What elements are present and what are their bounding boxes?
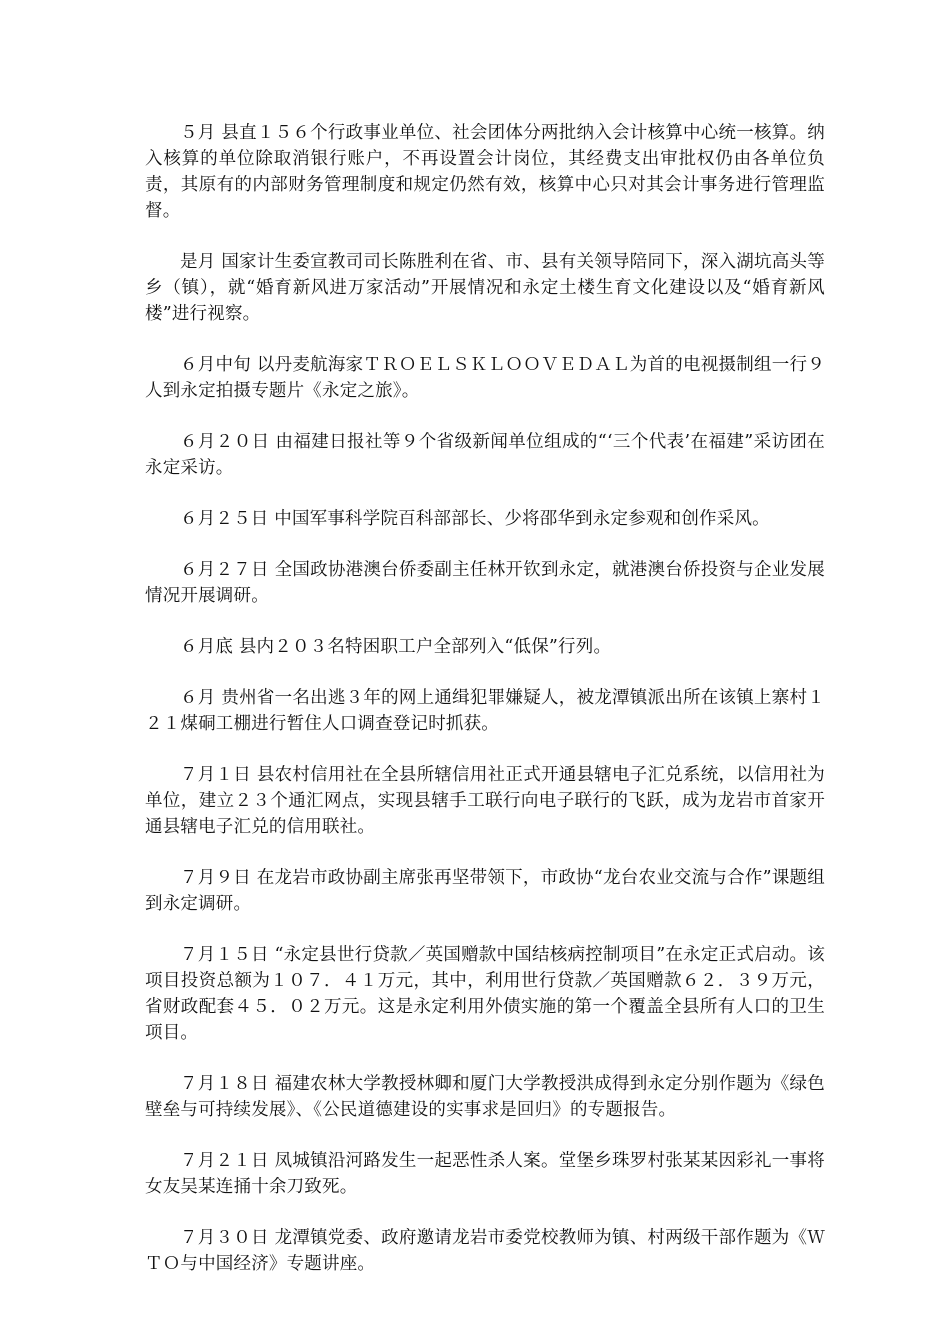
chronicle-entry: ７月１５日 “永定县世行贷款／英国赠款中国结核病控制项目”在永定正式启动。该项目投资总额为１０７．４１万元，其中，利用世行贷款／英国赠款６２．３９万元，省财政配套４５．０２万元。这是永定利用外债实施的第一个覆盖全县所有人口的卫生项目。 xyxy=(145,945,825,1043)
document-page xyxy=(145,120,825,1302)
chronicle-entry: ６月２７日 全国政协港澳台侨委副主任林开钦到永定，就港澳台侨投资与企业发展情况开展调研。 xyxy=(145,560,825,606)
chronicle-entry: ７月２１日 凤城镇沿河路发生一起恶性杀人案。堂堡乡珠罗村张某某因彩礼一事将女友吴某连捅十余刀致死。 xyxy=(145,1151,825,1197)
chronicle-entry: ７月３０日 龙潭镇党委、政府邀请龙岩市委党校教师为镇、村两级干部作题为《ＷＴＯ与中国经济》专题讲座。 xyxy=(145,1228,825,1274)
chronicle-entry: ６月中旬 以丹麦航海家ＴＲＯＥＬＳＫＬＯＯＶＥＤＡＬ为首的电视摄制组一行９人到永定拍摄专题片《永定之旅》。 xyxy=(145,355,825,401)
chronicle-entry: ６月２０日 由福建日报社等９个省级新闻单位组成的“‘三个代表’在福建”采访团在永定采访。 xyxy=(145,432,825,478)
chronicle-entry: ６月底 县内２０３名特困职工户全部列入“低保”行列。 xyxy=(180,637,612,657)
chronicle-entry: ７月１日 县农村信用社在全县所辖信用社正式开通县辖电子汇兑系统，以信用社为单位，建立２３个通汇网点，实现县辖手工联行向电子联行的飞跃，成为龙岩市首家开通县辖电子汇兑的信用联社。 xyxy=(145,765,825,837)
chronicle-entry: ７月１８日 福建农林大学教授林卿和厦门大学教授洪成得到永定分别作题为《绿色壁垒与可持续发展》、《公民道德建设的实事求是回归》的专题报告。 xyxy=(145,1074,825,1120)
chronicle-entry: 是月 国家计生委宣教司司长陈胜利在省、市、县有关领导陪同下，深入湖坑高头等乡（镇），就“婚育新风进万家活动”开展情况和永定土楼生育文化建设以及“婚育新风楼”进行视察。 xyxy=(145,252,825,324)
chronicle-entry: ７月９日 在龙岩市政协副主席张再坚带领下，市政协“龙台农业交流与合作”课题组到永定调研。 xyxy=(145,868,825,914)
chronicle-entry: ６月２５日 中国军事科学院百科部部长、少将邵华到永定参观和创作采风。 xyxy=(180,509,770,529)
chronicle-entry: ５月 县直１５６个行政事业单位、社会团体分两批纳入会计核算中心统一核算。纳入核算的单位除取消银行账户，不再设置会计岗位，其经费支出审批权仍由各单位负责，其原有的内部财务管理制度和规定仍然有效，核算中心只对其会计事务进行管理监督。 xyxy=(145,123,825,221)
chronicle-entry: ６月 贵州省一名出逃３年的网上通缉犯罪嫌疑人，被龙潭镇派出所在该镇上寨村１２１煤硐工棚进行暂住人口调查登记时抓获。 xyxy=(145,688,825,734)
